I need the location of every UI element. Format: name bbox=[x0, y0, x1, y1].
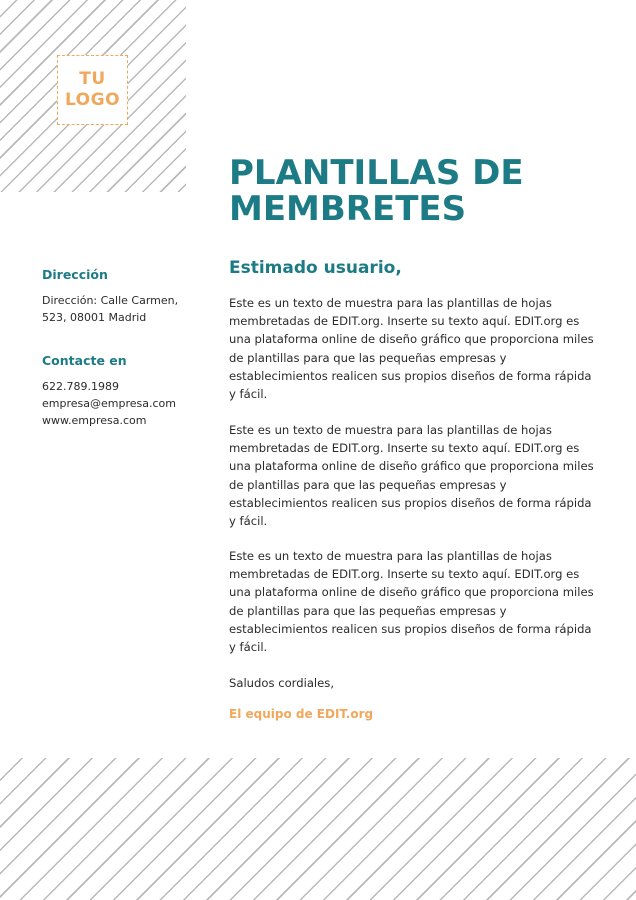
letter-signature: El equipo de EDIT.org bbox=[229, 707, 374, 721]
letter-paragraph-1: Este es un texto de muestra para las plantillas de hojas membretadas de EDIT.org. Inserte su texto aquí. EDIT.org es una plataforma online de diseño gráfico que proporciona miles de plantillas para que las pequeñas empresas y establecimientos realicen sus propios diseños de forma rápida y fácil. bbox=[229, 296, 594, 402]
contact-section bbox=[42, 353, 212, 368]
logo-text-line1: TU bbox=[79, 69, 106, 89]
address-section bbox=[42, 267, 212, 282]
phone-number: 622.789.1989 bbox=[42, 380, 119, 393]
address-line1: Dirección: Calle Carmen, bbox=[42, 294, 179, 307]
email-address[interactable]: empresa@empresa.com bbox=[42, 397, 176, 410]
letter-paragraph-2: Este es un texto de muestra para las plantillas de hojas membretadas de EDIT.org. Inserte su texto aquí. EDIT.org es una plataforma online de diseño gráfico que proporciona miles de plantillas para que las pequeñas empresas y establecimientos realicen sus propios diseños de forma rápida y fácil. bbox=[229, 423, 594, 529]
address-heading: Dirección bbox=[42, 267, 108, 282]
letter-greeting: Estimado usuario, bbox=[229, 258, 402, 278]
letterhead-title bbox=[229, 155, 629, 227]
contact-heading: Contacte en bbox=[42, 353, 127, 368]
contact-details bbox=[42, 378, 212, 429]
website-link[interactable]: www.empresa.com bbox=[42, 414, 147, 427]
title-line1: PLANTILLAS DE bbox=[229, 153, 524, 193]
address-text bbox=[42, 292, 212, 326]
letter-closing: Saludos cordiales, bbox=[229, 676, 335, 690]
title-line2: MEMBRETES bbox=[229, 189, 467, 229]
letter-paragraph-3: Este es un texto de muestra para las plantillas de hojas membretadas de EDIT.org. Inserte su texto aquí. EDIT.org es una plataforma online de diseño gráfico que proporciona miles de plantillas para que las pequeñas empresas y establecimientos realicen sus propios diseños de forma rápida y fácil. bbox=[229, 549, 594, 655]
address-line2: 523, 08001 Madrid bbox=[42, 311, 147, 324]
logo-placeholder[interactable] bbox=[57, 55, 128, 125]
logo-text-line2: LOGO bbox=[64, 90, 121, 110]
decorative-stripes-bottom bbox=[0, 758, 636, 900]
